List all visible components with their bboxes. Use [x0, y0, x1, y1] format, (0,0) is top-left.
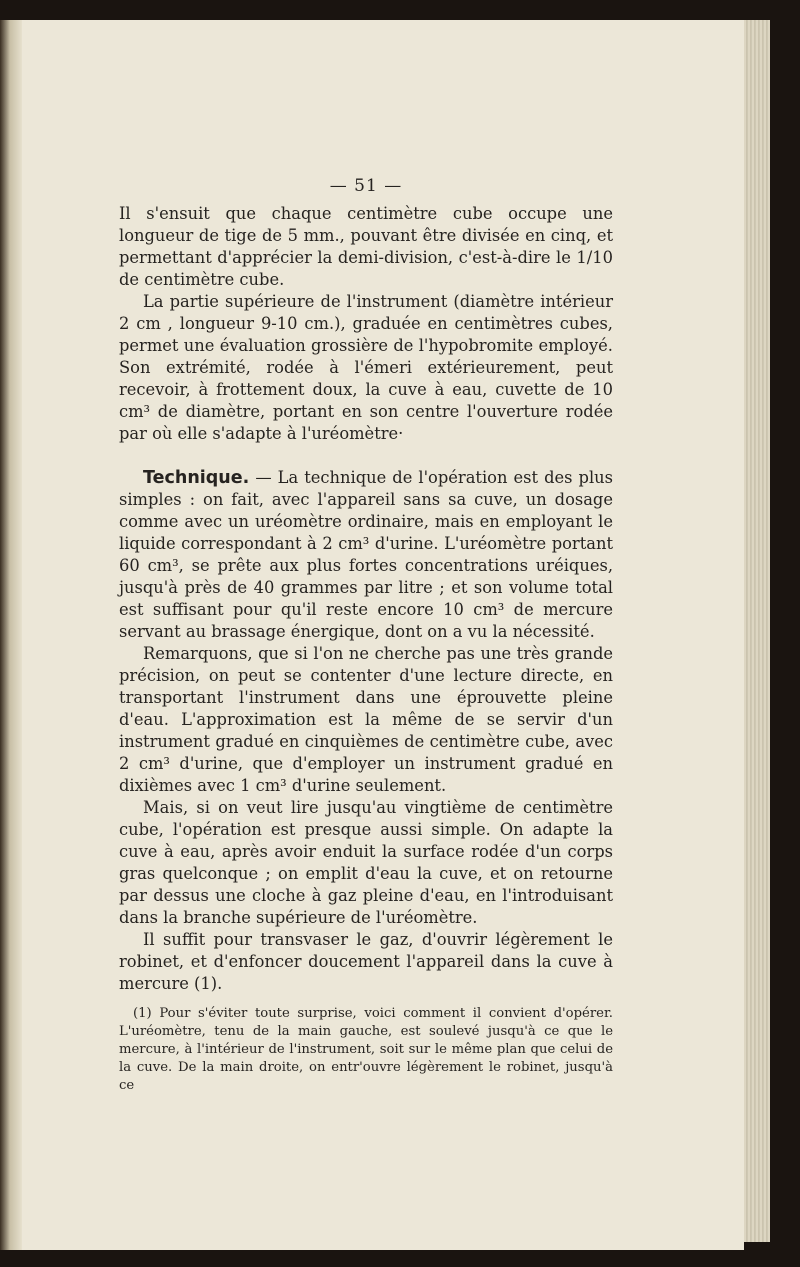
footnote: (1) Pour s'éviter toute surprise, voici comment il convient d'opérer. L'uréomètre, tenu de la main gauche, est soulevé jusqu'à ce que le mercure, à l'intérieur de l'instrument, soit sur le même plan que celui de la cuve. De la main droite, on entr'ouvre légèrement le robinet, jusqu'à ce [119, 1006, 613, 1093]
paragraph-4: Remarquons, que si l'on ne cherche pas une très grande précision, on peut se contenter d'une lecture directe, en transportant l'instrument dans une éprouvette pleine d'eau. L'approximation est la même de se servir d'un instrument gradué en cinquièmes de centimètre cube, avec 2 cm³ d'urine, que d'employer un instrument gradué en dixièmes avec 1 cm³ d'urine seulement. [119, 644, 613, 795]
paragraph-6: Il suffit pour transvaser le gaz, d'ouvrir légèrement le robinet, et d'enfoncer doucement l'appareil dans la cuve à mercure (1). [119, 930, 613, 993]
paragraph-3-text: — La technique de l'opération est des plus simples : on fait, avec l'appareil sans sa cuve, un dosage comme avec un uréomètre ordinaire, mais en employant le liquide correspondant à 2 cm³ d'urine. L'uréomètre portant 60 cm³, se prête aux plus fortes concentrations uréiques, jusqu'à près de 40 grammes par litre ; et son volume total est suffisant pour qu'il reste encore 10 cm³ de mercure servant au brassage énergique, dont on a vu la nécessité. [119, 468, 613, 641]
section-heading: Technique. [143, 468, 250, 488]
paragraph-technique [119, 467, 613, 643]
page-text [119, 175, 613, 1095]
page-number: — 51 — [329, 176, 403, 196]
paragraph-1: Il s'ensuit que chaque centimètre cube occupe une longueur de tige de 5 mm., pouvant être divisée en cinq, et permettant d'apprécier la demi-division, c'est-à-dire le 1/10 de centimètre cube. [119, 204, 613, 289]
paragraph-5: Mais, si on veut lire jusqu'au vingtième de centimètre cube, l'opération est presque aussi simple. On adapte la cuve à eau, après avoir enduit la surface rodée d'un corps gras quelconque ; on emplit d'eau la cuve, et on retourne par dessus une cloche à gaz pleine d'eau, en l'introduisant dans la branche supérieure de l'uréomètre. [119, 798, 613, 927]
paragraph-2: La partie supérieure de l'instrument (diamètre intérieur 2 cm , longueur 9-10 cm.), graduée en centimètres cubes, permet une évaluation grossière de l'hypobromite employé. Son extrémité, rodée à l'émeri extérieurement, peut recevoir, à frottement doux, la cuve à eau, cuvette de 10 cm³ de diamètre, portant en son centre l'ouverture rodée par où elle s'adapte à l'uréomètre· [119, 292, 613, 443]
book-spine-shadow [0, 20, 22, 1250]
page-stack-edge [744, 20, 770, 1242]
